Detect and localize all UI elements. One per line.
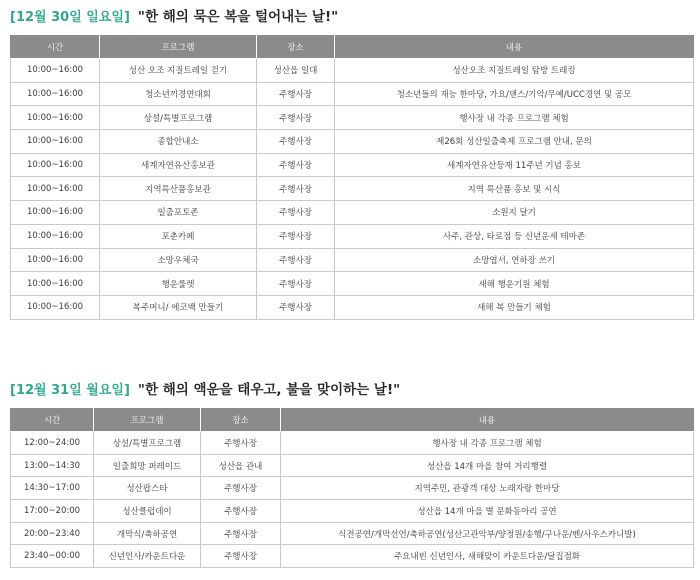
section-title [10, 3, 693, 27]
cell-program: 상설/특별프로그램 [94, 432, 201, 455]
cell-description: 행사장 내 각종 프로그램 체험 [335, 106, 694, 130]
cell-venue: 주행사장 [257, 295, 335, 319]
table-row [11, 106, 694, 130]
cell-description: 성산읍 14개 마을 참여 거리행렬 [281, 454, 694, 477]
cell-venue: 성산읍 일대 [257, 59, 335, 83]
column-header-venue: 장소 [201, 408, 281, 432]
cell-program: 소망우체국 [100, 248, 257, 272]
cell-program: 종합안내소 [100, 130, 257, 154]
cell-time: 10:00~16:00 [11, 272, 100, 296]
cell-venue: 주행사장 [257, 272, 335, 296]
cell-program: 성산클럽데이 [94, 500, 201, 523]
table-row [11, 432, 694, 455]
table-row [11, 454, 694, 477]
cell-description: 식전공연/개막선언/축하공연(성산고관악부/양정원/송행/구나운/벤/사우스카니발) [281, 522, 694, 545]
cell-venue: 주행사장 [201, 522, 281, 545]
cell-program: 포춘카페 [100, 224, 257, 248]
cell-program: 신년인사/카운트다운 [94, 545, 201, 568]
cell-venue: 주행사장 [201, 477, 281, 500]
table-row [11, 295, 694, 319]
cell-venue: 주행사장 [201, 500, 281, 523]
table-header-row [11, 408, 694, 432]
column-header-venue: 장소 [257, 35, 335, 59]
table-row [11, 177, 694, 201]
cell-time: 10:00~16:00 [11, 153, 100, 177]
cell-program: 행운룰렛 [100, 272, 257, 296]
cell-venue: 주행사장 [257, 106, 335, 130]
schedule-dec-31 [10, 376, 693, 568]
cell-description: 주요내빈 신년인사, 새해맞이 카운트다운/달집점화 [281, 545, 694, 568]
table-row [11, 59, 694, 83]
cell-program: 세계자연유산홍보관 [100, 153, 257, 177]
cell-time: 10:00~16:00 [11, 177, 100, 201]
column-header-time: 시간 [11, 408, 94, 432]
section-date: [12월 30일 일요일] [10, 9, 130, 25]
cell-venue: 주행사장 [201, 432, 281, 455]
cell-program: 성산팝스타 [94, 477, 201, 500]
table-row [11, 248, 694, 272]
table-row [11, 272, 694, 296]
cell-venue: 주행사장 [257, 153, 335, 177]
cell-time: 23:40~00:00 [11, 545, 94, 568]
cell-time: 10:00~16:00 [11, 224, 100, 248]
column-header-description: 내용 [335, 35, 694, 59]
column-header-program: 프로그램 [100, 35, 257, 59]
cell-time: 10:00~16:00 [11, 82, 100, 106]
section-slogan: "한 해의 묵은 복을 털어내는 날!" [137, 9, 339, 25]
cell-description: 행사장 내 각종 프로그램 체험 [281, 432, 694, 455]
cell-venue: 성산읍 관내 [201, 454, 281, 477]
cell-venue: 주행사장 [257, 82, 335, 106]
cell-time: 20:00~23:40 [11, 522, 94, 545]
cell-time: 10:00~16:00 [11, 59, 100, 83]
cell-venue: 주행사장 [257, 224, 335, 248]
cell-description: 성산읍 14개 마을 별 문화동아리 공연 [281, 500, 694, 523]
cell-venue: 주행사장 [257, 248, 335, 272]
cell-program: 청소년끼경연대회 [100, 82, 257, 106]
cell-description: 청소년들의 재능 한마당, 가요/댄스/기악/무예/UCC경연 및 공모 [335, 82, 694, 106]
table-row [11, 545, 694, 568]
cell-time: 10:00~16:00 [11, 106, 100, 130]
schedule-dec-30 [10, 3, 693, 320]
cell-venue: 주행사장 [257, 130, 335, 154]
cell-venue: 주행사장 [257, 201, 335, 225]
cell-time: 10:00~16:00 [11, 201, 100, 225]
schedule-table [10, 35, 694, 320]
cell-description: 사주, 관상, 타로점 등 신년운세 테마존 [335, 224, 694, 248]
cell-venue: 주행사장 [201, 545, 281, 568]
cell-time: 13:00~14:30 [11, 454, 94, 477]
cell-program: 일출희망 퍼레이드 [94, 454, 201, 477]
column-header-time: 시간 [11, 35, 100, 59]
column-header-description: 내용 [281, 408, 694, 432]
column-header-program: 프로그램 [94, 408, 201, 432]
table-row [11, 224, 694, 248]
cell-time: 14:30~17:00 [11, 477, 94, 500]
cell-description: 성산오조 지질트레일 탐방 트래킹 [335, 59, 694, 83]
cell-program: 개막식/축하공연 [94, 522, 201, 545]
cell-venue: 주행사장 [257, 177, 335, 201]
cell-description: 새해 복 만들기 체험 [335, 295, 694, 319]
cell-program: 복주머니/ 에코백 만들기 [100, 295, 257, 319]
cell-time: 17:00~20:00 [11, 500, 94, 523]
cell-description: 새해 행운기원 체험 [335, 272, 694, 296]
cell-program: 성산 오조 지질트레일 걷기 [100, 59, 257, 83]
table-row [11, 477, 694, 500]
cell-description: 제26회 성산일출축제 프로그램 안내, 문의 [335, 130, 694, 154]
table-row [11, 201, 694, 225]
table-row [11, 153, 694, 177]
cell-description: 소망엽서, 연하장 쓰기 [335, 248, 694, 272]
table-row [11, 82, 694, 106]
table-row [11, 522, 694, 545]
cell-time: 10:00~16:00 [11, 130, 100, 154]
section-slogan: "한 해의 액운을 태우고, 불을 맞이하는 날!" [137, 382, 401, 398]
section-date: [12월 31일 월요일] [10, 382, 130, 398]
section-title [10, 376, 693, 400]
table-header-row [11, 35, 694, 59]
cell-program: 지역특산품홍보관 [100, 177, 257, 201]
cell-time: 10:00~16:00 [11, 295, 100, 319]
cell-description: 지역주민, 관광객 대상 노래자랑 한마당 [281, 477, 694, 500]
table-row [11, 500, 694, 523]
cell-program: 일출포토존 [100, 201, 257, 225]
cell-program: 상설/특별프로그램 [100, 106, 257, 130]
cell-time: 10:00~16:00 [11, 248, 100, 272]
cell-description: 소원지 달기 [335, 201, 694, 225]
table-row [11, 130, 694, 154]
cell-description: 세계자연유산등재 11주년 기념 홍보 [335, 153, 694, 177]
cell-time: 12:00~24:00 [11, 432, 94, 455]
cell-description: 지역 특산품 홍보 및 시식 [335, 177, 694, 201]
schedule-table [10, 408, 694, 568]
